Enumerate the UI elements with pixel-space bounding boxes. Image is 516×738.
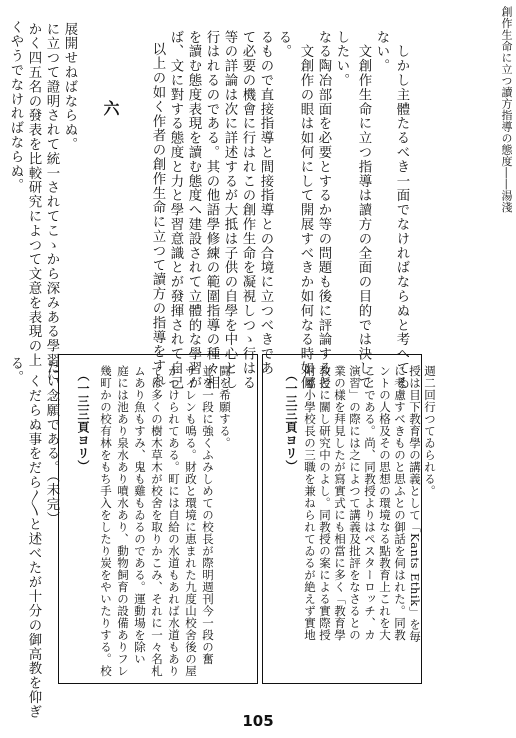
box-column: がつけられてある。町には自給の水道もあれば水道もあり xyxy=(167,365,181,677)
text-column: る。 xyxy=(8,356,23,385)
box-column: 幾町かの校有林をもち手入をしたり炭をやいたりする。校 xyxy=(99,365,113,677)
text-column: ば、文に對する態度と力と學習意識とが發揮されて自己 xyxy=(168,30,183,390)
text-column: る。 xyxy=(276,30,291,59)
section-number: 六 xyxy=(101,100,120,117)
box-column: に考慮すべきものと思ふとの御話を伺はれた。同教 xyxy=(393,365,407,641)
text-column: かく四五名の發表を比較研究によつて文意を表現の上 xyxy=(26,22,41,368)
page-number: 105 xyxy=(242,712,274,730)
text-column: くだらぬ事をだら〳〵と述べたが十分の御高教を仰ぎ xyxy=(26,360,41,719)
box-column: 教授に關し研究中のよし。同教授の案による實際授 xyxy=(318,365,332,641)
text-column: くやうでなければならぬ。 xyxy=(8,20,23,193)
box-column: 附屬小學校長の三職を兼ねられてゐるが絶えず實地 xyxy=(303,365,317,641)
continued-box-right xyxy=(262,354,437,684)
text-column: 等の詳論は次に詳述するが大抵は子供の自學を中心とし xyxy=(222,30,237,390)
text-column: たい念願である。（未完） xyxy=(44,360,59,527)
text-column: て必要の機會に行はれこの創作生命を凝視しつゝ行はる xyxy=(240,30,255,390)
continued-box-left xyxy=(58,354,258,684)
box-column: ことである。尚、同教授よりはペスターロッチ、カ xyxy=(363,365,377,641)
text-column: ない。 xyxy=(374,30,389,74)
box-column: サイレンも鳴る。財政と環境に恵まれた九度山校舍後の屋 xyxy=(184,365,198,677)
box-column: 週二回行つてゐられる。 xyxy=(423,365,437,497)
text-column: しかし主體たるべき一面でなければならぬと考へてゐ xyxy=(394,30,409,390)
box-column: 闘を希願する。 xyxy=(218,365,232,449)
box-column: 並を一段に強くふみしめての校長が際明週刊今一段の奮 xyxy=(201,365,215,665)
box-caption: （一三三頁ヨリ） xyxy=(76,369,90,473)
box-column: 演習」の際には之によつて講義及批評をなさるとの xyxy=(348,365,362,641)
box-column: 業の樣を拜見したが寫實式にも相當に多く「教育學 xyxy=(333,365,347,641)
box-column: 授は目下教育學の講義として「Kants Ethik」を毎 xyxy=(408,365,422,643)
box-caption: （一三三頁ヨリ） xyxy=(284,369,298,473)
text-column: 行はれるのである。其の他語學修練の範圍指導の種々相 xyxy=(204,30,219,390)
text-column: なる陶冶部面を必要とするか等の問題も後に評論すると xyxy=(316,30,331,390)
text-column: 文創作の眼は如何にして開展すべきか如何なる時如何 xyxy=(298,30,313,390)
box-column: 庭には池あり泉水あり噴水あり、動物飼育の設備ありフレ xyxy=(116,365,130,677)
box-column: ントの人格及その思想の環境なる點教育上これを大 xyxy=(378,365,392,641)
running-title: 創作生命に立つ讀方指導の態度――湯淺 xyxy=(500,6,513,213)
text-column: を讀む態度表現を讀む態度へ建設されて立體的な學習が xyxy=(186,30,201,390)
text-column: に立つて證明されて統一されてこゝから深みある學習に xyxy=(44,22,59,382)
text-column: したい。 xyxy=(334,30,349,88)
text-column: 以上の如く作者の創作生命に立つて讀方の指導をすれ xyxy=(150,42,165,388)
text-column: 展開せねばならぬ。 xyxy=(62,22,77,152)
box-column: ては多くの樹木草木が校舍を取りかこみ、それに一々名札 xyxy=(150,365,164,677)
box-column: ムあり魚もすみ、鬼も雞もゐるのである。運動場を除い xyxy=(133,365,147,665)
text-column: るもので直接指導と間接指導との合境に立つべきであ xyxy=(258,30,273,376)
text-column: 文創作生命に立つ指導は讀方の全面の目的では決して xyxy=(356,30,371,390)
